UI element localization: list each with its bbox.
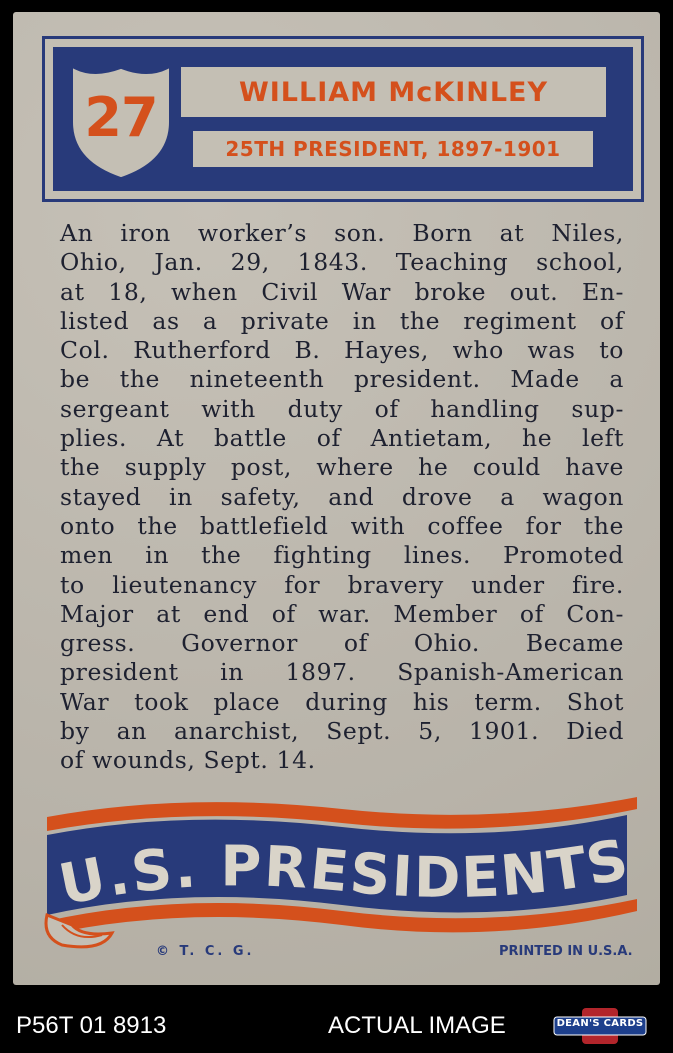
sku-label: P56T 01 8913 [16,1012,167,1039]
bio-line: listed as a private in the regiment of [60,306,624,335]
bio-line: president in 1897. Spanish-American [60,658,624,687]
president-name: WILLIAM McKINLEY [238,76,549,108]
biography-text [60,219,624,776]
bio-line: War took place during his term. Shot [60,687,624,716]
card-header [42,36,644,202]
card-back [13,12,660,985]
bio-line: Ohio, Jan. 29, 1843. Teaching school, [60,248,624,277]
bio-line: men in the fighting lines. Promoted [60,541,624,570]
bio-line: stayed in safety, and drove a wagon [60,482,624,511]
banner-label [42,787,642,957]
shield-badge [66,64,176,180]
bio-line: onto the battlefield with coffee for the [60,511,624,540]
listing-footer [0,1000,673,1050]
bio-line: Major at end of war. Member of Con- [60,599,624,628]
title-plate [193,131,593,167]
bio-line: sergeant with duty of handling sup- [60,394,624,423]
printed-notice: PRINTED IN U.S.A. [499,944,633,959]
banner-text: U.S. PRESIDENTS [53,826,636,919]
actual-image-label: ACTUAL IMAGE [328,1012,506,1039]
deans-cards-logo[interactable] [552,1006,648,1046]
us-presidents-banner [42,787,642,957]
bio-line: plies. At battle of Antietam, he left [60,424,624,453]
bio-line: to lieutenancy for bravery under fire. [60,570,624,599]
bio-line: An iron worker’s son. Born at Niles, [60,219,624,247]
svg-text:U.S. PRESIDENTS [54,827,635,918]
name-plate [181,67,606,117]
bio-line: of wounds, Sept. 14. [60,746,316,775]
header-panel [53,47,633,191]
bio-line: at 18, when Civil War broke out. En- [60,277,624,306]
president-title: 25TH PRESIDENT, 1897-1901 [225,137,561,161]
bio-line: by an anarchist, Sept. 5, 1901. Died [60,717,624,746]
copyright-notice: © T. C. G. [156,944,255,959]
bio-line: be the nineteenth president. Made a [60,365,624,394]
card-number: 27 [84,86,158,149]
bio-line: Col. Rutherford B. Hayes, who was to [60,336,624,365]
bio-line: the supply post, where he could have [60,453,624,482]
bio-line: gress. Governor of Ohio. Became [60,629,624,658]
logo-label: DEAN'S CARDS [556,1018,644,1029]
